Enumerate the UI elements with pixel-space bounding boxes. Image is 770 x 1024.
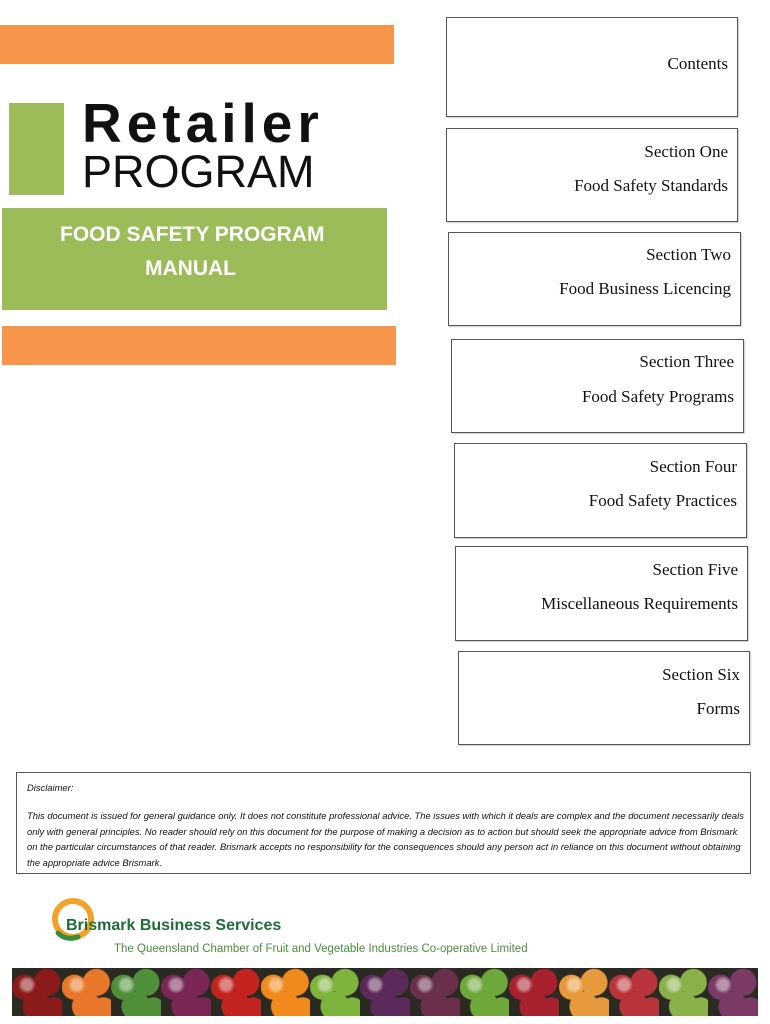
section-title: Section Five <box>652 560 738 579</box>
section-title: Section Four <box>649 457 737 476</box>
cabbage-icon <box>111 968 161 1016</box>
brismark-tagline: The Queensland Chamber of Fruit and Vegetable Industries Co-operative Limited <box>114 943 528 955</box>
plums-icon <box>360 968 410 1016</box>
limes-icon <box>460 968 510 1016</box>
oranges-icon <box>62 968 112 1016</box>
title-program: PROGRAM <box>82 146 315 197</box>
mandarins-icon <box>261 968 311 1016</box>
garlic-icon <box>708 968 758 1016</box>
green-grapes-icon <box>659 968 709 1016</box>
brismark-brand <box>66 917 281 935</box>
section-six-box[interactable] <box>458 651 750 745</box>
manual-title-box <box>2 208 387 310</box>
section-title: Section One <box>644 142 728 161</box>
section-subtitle: Food Safety Programs <box>581 387 734 406</box>
cherries-icon <box>12 968 62 1016</box>
section-title: Section Three <box>639 352 734 371</box>
brand-part1: Bris <box>66 917 98 934</box>
orange-header-bar <box>0 25 394 64</box>
section-subtitle: Food Business Licencing <box>559 279 731 298</box>
disclaimer-box <box>16 772 751 874</box>
section-two-box[interactable] <box>448 232 741 326</box>
section-subtitle: Miscellaneous Requirements <box>541 594 738 613</box>
fruit-image-strip <box>12 968 758 1016</box>
title-retailer: Retailer <box>82 92 324 154</box>
manual-title-line2: MANUAL <box>145 257 236 280</box>
section-title: Section Two <box>646 245 731 264</box>
green-apples-icon <box>310 968 360 1016</box>
brand-part2: mark <box>97 917 136 934</box>
apricots-icon <box>559 968 609 1016</box>
orange-divider-bar <box>2 326 396 365</box>
figs-icon <box>410 968 460 1016</box>
red-onion-icon <box>161 968 211 1016</box>
section-one-box[interactable] <box>446 128 738 222</box>
section-three-box[interactable] <box>451 339 744 433</box>
disclaimer-title: Disclaimer: <box>27 782 74 793</box>
section-four-box[interactable] <box>454 443 747 538</box>
section-title: Section Six <box>662 665 740 684</box>
strawberries-icon <box>211 968 261 1016</box>
section-subtitle: Food Safety Standards <box>574 176 728 195</box>
section-title: Contents <box>667 54 728 73</box>
brand-suffix: Business Services <box>135 917 282 934</box>
red-apples-icon <box>509 968 559 1016</box>
green-accent-square <box>9 103 64 195</box>
disclaimer-body: This document is issued for general guidance only. It does not constitute professional advice. The issues with which it deals are complex and the document necessarily deals only with general principles. No reader should rely on this document for the purpose of making a decision as to action but should seek the appropriate advice from Brismark on the particular circumstances of that reader. Brismark accepts no responsibility for the consequences should any person act in reliance on this document without obtaining the appropriate advice Brismark. <box>27 810 744 868</box>
section-subtitle: Food Safety Practices <box>588 491 737 510</box>
manual-title-line1: FOOD SAFETY PROGRAM <box>60 223 325 246</box>
section-subtitle: Forms <box>696 699 740 718</box>
red-apple-icon <box>609 968 659 1016</box>
contents-box[interactable] <box>446 17 738 117</box>
section-five-box[interactable] <box>455 546 748 641</box>
